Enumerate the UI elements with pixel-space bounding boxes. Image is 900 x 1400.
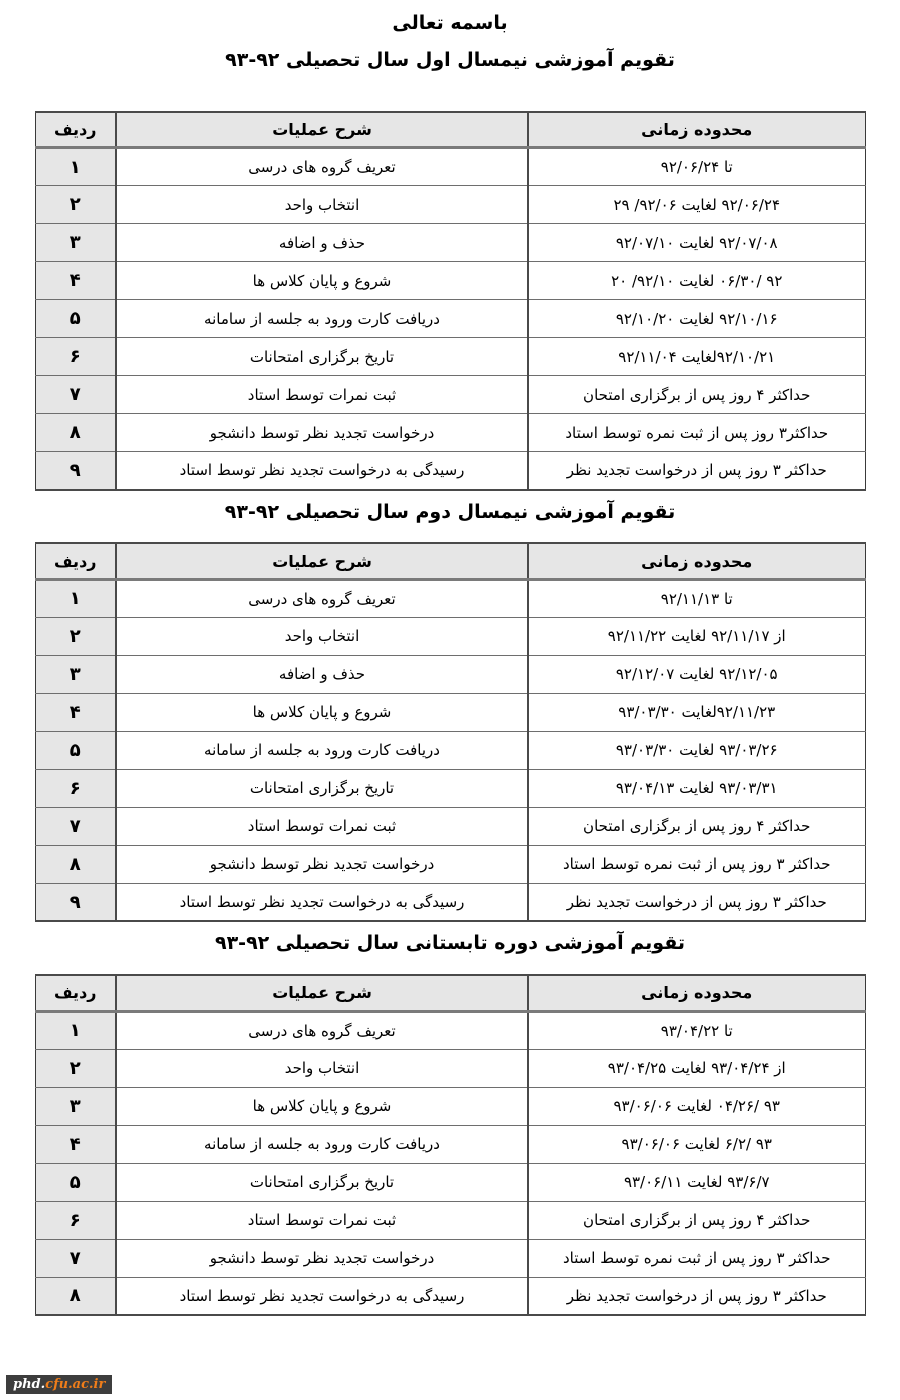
- table-header-row: [35, 543, 865, 579]
- cell-time: تا ۹۲/۰۶/۲۴: [528, 148, 865, 186]
- cell-time: حداکثر ۳ روز پس از درخواست تجدید نظر: [528, 883, 865, 921]
- table-row: [35, 1201, 865, 1239]
- cell-time: ۹۳/۰۳/۲۶ لغایت ۹۳/۰۳/۳۰: [528, 731, 865, 769]
- site-watermark: [6, 1375, 112, 1394]
- cell-row-number: ۴: [35, 1125, 116, 1163]
- table-row: [35, 883, 865, 921]
- cell-time: حداکثر ۳ روز پس از ثبت نمره توسط استاد: [528, 845, 865, 883]
- cell-time: حداکثر ۳ روز پس از درخواست تجدید نظر: [528, 452, 865, 490]
- spacer: [0, 491, 900, 501]
- cell-time: ۹۲/۱۰/۱۶ لغایت ۹۲/۱۰/۲۰: [528, 300, 865, 338]
- cell-description: انتخاب واحد: [116, 617, 528, 655]
- cell-description: درخواست تجدید نظر توسط دانشجو: [116, 1239, 528, 1277]
- calendar-table-semester-2: [35, 542, 866, 922]
- cell-row-number: ۳: [35, 1087, 116, 1125]
- calendar-table-summer: [35, 974, 866, 1316]
- cell-time: ۹۲/۱۲/۰۵ لغایت ۹۲/۱۲/۰۷: [528, 655, 865, 693]
- cell-time: ۹۳/۰۳/۳۱ لغایت ۹۳/۰۴/۱۳: [528, 769, 865, 807]
- section-heading-2: تقویم آموزشی نیمسال دوم سال تحصیلی ۹۲-۹۳: [224, 500, 676, 523]
- cell-row-number: ۵: [35, 1163, 116, 1201]
- column-header-time: محدوده زمانی: [528, 112, 865, 148]
- cell-description: ثبت نمرات توسط استاد: [116, 1201, 528, 1239]
- cell-description: انتخاب واحد: [116, 186, 528, 224]
- cell-row-number: ۳: [35, 224, 116, 262]
- table-header-row: [35, 975, 865, 1011]
- spacer: [0, 73, 900, 111]
- table-row: [35, 769, 865, 807]
- cell-row-number: ۷: [35, 1239, 116, 1277]
- cell-row-number: ۴: [35, 262, 116, 300]
- table-row: [35, 1125, 865, 1163]
- column-header-time: محدوده زمانی: [528, 543, 865, 579]
- table-row: [35, 1239, 865, 1277]
- table-row: [35, 148, 865, 186]
- table-row: [35, 338, 865, 376]
- cell-description: انتخاب واحد: [116, 1049, 528, 1087]
- cell-row-number: ۴: [35, 693, 116, 731]
- table-row: [35, 300, 865, 338]
- cell-description: دریافت کارت ورود به جلسه از سامانه: [116, 1125, 528, 1163]
- table-row: [35, 262, 865, 300]
- cell-time: ۹۳/۶/۷ لغایت ۹۳/۰۶/۱۱: [528, 1163, 865, 1201]
- cell-description: شروع و پایان کلاس ها: [116, 262, 528, 300]
- table-body-3: [35, 1011, 865, 1315]
- cell-row-number: ۳: [35, 655, 116, 693]
- cell-time: ۹۲/۰۷/۰۸ لغایت ۹۲/۰۷/۱۰: [528, 224, 865, 262]
- spacer: [0, 956, 900, 974]
- cell-row-number: ۶: [35, 1201, 116, 1239]
- table-row: [35, 452, 865, 490]
- cell-time: تا ۹۳/۰۴/۲۲: [528, 1011, 865, 1049]
- column-header-description: شرح عملیات: [116, 112, 528, 148]
- cell-description: شروع و پایان کلاس ها: [116, 1087, 528, 1125]
- cell-description: تاریخ برگزاری امتحانات: [116, 338, 528, 376]
- watermark-domain: cfu.ac.ir: [45, 1377, 106, 1392]
- cell-row-number: ۲: [35, 186, 116, 224]
- table-row: [35, 1277, 865, 1315]
- cell-row-number: ۱: [35, 579, 116, 617]
- cell-description: حذف و اضافه: [116, 224, 528, 262]
- table-row: [35, 845, 865, 883]
- cell-row-number: ۵: [35, 300, 116, 338]
- calendar-table-semester-1: [35, 111, 866, 491]
- cell-row-number: ۵: [35, 731, 116, 769]
- column-header-row-number: ردیف: [35, 543, 116, 579]
- cell-row-number: ۱: [35, 1011, 116, 1049]
- cell-time: ۹۲/۱۰/۲۱لغایت ۹۲/۱۱/۰۴: [528, 338, 865, 376]
- watermark-prefix: phd.: [13, 1377, 46, 1392]
- cell-description: دریافت کارت ورود به جلسه از سامانه: [116, 300, 528, 338]
- cell-time: حداکثر۳ روز پس از ثبت نمره توسط استاد: [528, 414, 865, 452]
- table-row: [35, 186, 865, 224]
- cell-description: تاریخ برگزاری امتحانات: [116, 1163, 528, 1201]
- cell-row-number: ۱: [35, 148, 116, 186]
- table-row: [35, 655, 865, 693]
- section-heading-3: تقویم آموزشی دوره تابستانی سال تحصیلی ۹۲-۹۳: [214, 932, 686, 955]
- table-row: [35, 693, 865, 731]
- cell-time: حداکثر ۳ روز پس از ثبت نمره توسط استاد: [528, 1239, 865, 1277]
- cell-time: ۹۳ /۶/۲ لغایت ۹۳/۰۶/۰۶: [528, 1125, 865, 1163]
- table-row: [35, 731, 865, 769]
- cell-row-number: ۲: [35, 617, 116, 655]
- cell-description: ثبت نمرات توسط استاد: [116, 376, 528, 414]
- cell-row-number: ۸: [35, 1277, 116, 1315]
- cell-row-number: ۶: [35, 769, 116, 807]
- table-body-2: [35, 579, 865, 921]
- table-row: [35, 579, 865, 617]
- column-header-time: محدوده زمانی: [528, 975, 865, 1011]
- cell-description: رسیدگی به درخواست تجدید نظر توسط استاد: [116, 1277, 528, 1315]
- cell-row-number: ۲: [35, 1049, 116, 1087]
- table-row: [35, 224, 865, 262]
- cell-description: تعریف گروه های درسی: [116, 148, 528, 186]
- cell-description: تعریف گروه های درسی: [116, 1011, 528, 1049]
- cell-row-number: ۸: [35, 414, 116, 452]
- cell-description: درخواست تجدید نظر توسط دانشجو: [116, 845, 528, 883]
- table-row: [35, 414, 865, 452]
- cell-time: از ۹۲/۱۱/۱۷ لغایت ۹۲/۱۱/۲۲: [528, 617, 865, 655]
- column-header-description: شرح عملیات: [116, 543, 528, 579]
- table-row: [35, 1011, 865, 1049]
- cell-time: حداکثر ۴ روز پس از برگزاری امتحان: [528, 807, 865, 845]
- cell-time: ۹۲/۰۶/۲۴ لغایت ۹۲/۰۶/ ۲۹: [528, 186, 865, 224]
- cell-time: ۹۳ /۰۴/۲۶ لغایت ۹۳/۰۶/۰۶: [528, 1087, 865, 1125]
- cell-time: حداکثر ۳ روز پس از درخواست تجدید نظر: [528, 1277, 865, 1315]
- cell-row-number: ۷: [35, 807, 116, 845]
- table-row: [35, 1163, 865, 1201]
- cell-time: ۹۲ /۰۶/۳۰ لغایت ۹۲/۱۰/ ۲۰: [528, 262, 865, 300]
- cell-time: حداکثر ۴ روز پس از برگزاری امتحان: [528, 1201, 865, 1239]
- column-header-row-number: ردیف: [35, 112, 116, 148]
- cell-row-number: ۶: [35, 338, 116, 376]
- cell-row-number: ۷: [35, 376, 116, 414]
- table-row: [35, 807, 865, 845]
- section-heading-1: تقویم آموزشی نیمسال اول سال تحصیلی ۹۲-۹۳: [225, 48, 675, 71]
- column-header-row-number: ردیف: [35, 975, 116, 1011]
- cell-description: شروع و پایان کلاس ها: [116, 693, 528, 731]
- spacer: [0, 922, 900, 932]
- spacer: [0, 524, 900, 542]
- column-header-description: شرح عملیات: [116, 975, 528, 1011]
- cell-description: تعریف گروه های درسی: [116, 579, 528, 617]
- cell-row-number: ۸: [35, 845, 116, 883]
- cell-time: حداکثر ۴ روز پس از برگزاری امتحان: [528, 376, 865, 414]
- basmala-heading: باسمه تعالی: [392, 12, 508, 34]
- cell-description: درخواست تجدید نظر توسط دانشجو: [116, 414, 528, 452]
- cell-description: تاریخ برگزاری امتحانات: [116, 769, 528, 807]
- table-row: [35, 376, 865, 414]
- table-header-row: [35, 112, 865, 148]
- cell-time: تا ۹۲/۱۱/۱۳: [528, 579, 865, 617]
- cell-time: از ۹۳/۰۴/۲۴ لغایت ۹۳/۰۴/۲۵: [528, 1049, 865, 1087]
- cell-row-number: ۹: [35, 883, 116, 921]
- cell-row-number: ۹: [35, 452, 116, 490]
- cell-description: حذف و اضافه: [116, 655, 528, 693]
- table-row: [35, 617, 865, 655]
- cell-description: ثبت نمرات توسط استاد: [116, 807, 528, 845]
- table-row: [35, 1087, 865, 1125]
- cell-time: ۹۲/۱۱/۲۳لغایت ۹۳/۰۳/۳۰: [528, 693, 865, 731]
- table-row: [35, 1049, 865, 1087]
- table-body-1: [35, 148, 865, 490]
- cell-description: دریافت کارت ورود به جلسه از سامانه: [116, 731, 528, 769]
- cell-description: رسیدگی به درخواست تجدید نظر توسط استاد: [116, 452, 528, 490]
- cell-description: رسیدگی به درخواست تجدید نظر توسط استاد: [116, 883, 528, 921]
